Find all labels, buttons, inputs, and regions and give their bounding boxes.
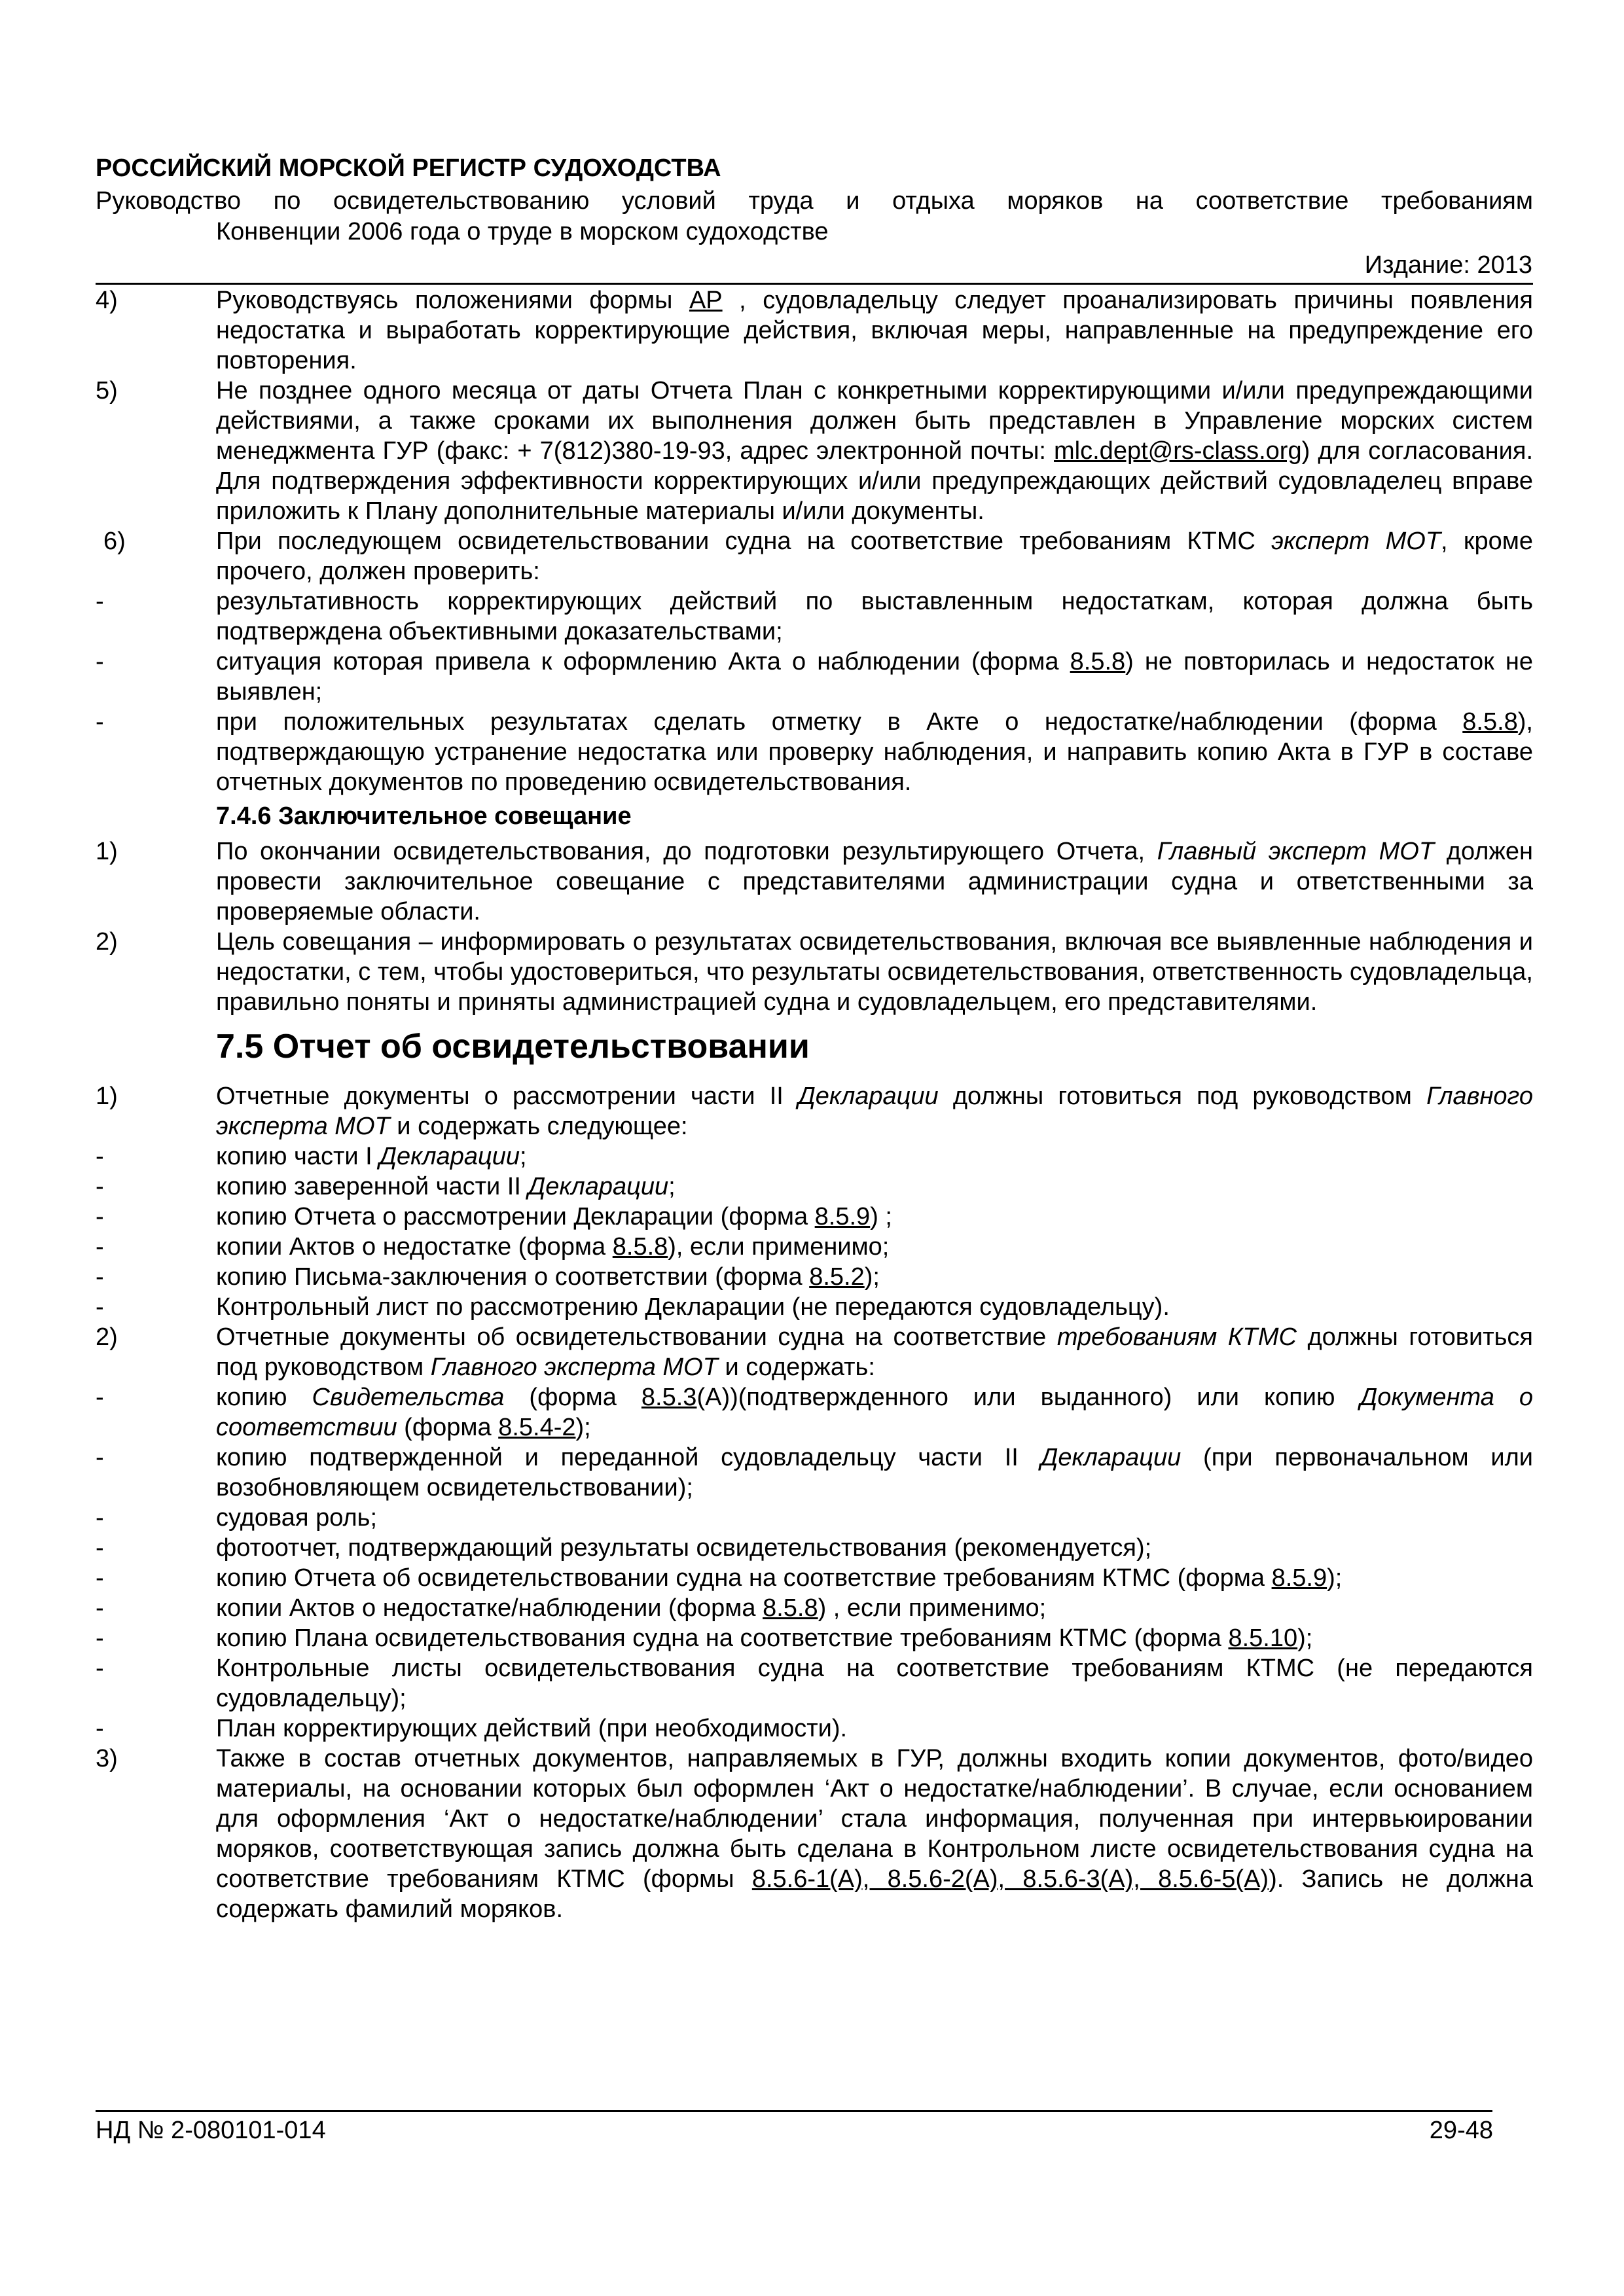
bullet-item bbox=[96, 707, 1533, 797]
item-marker: 2) bbox=[96, 928, 118, 956]
item-marker: 6) bbox=[103, 528, 126, 555]
text-run: фотоотчет, подтверждающий результаты освидетельствования (рекомендуется); bbox=[216, 1534, 1152, 1562]
text-run: (форма bbox=[504, 1384, 641, 1411]
item-text bbox=[216, 1713, 1533, 1744]
item-text bbox=[216, 1141, 1533, 1172]
item-marker: - bbox=[96, 1444, 104, 1471]
item-marker: - bbox=[96, 1203, 104, 1230]
document-body bbox=[96, 285, 1533, 1924]
bullet-item bbox=[96, 1382, 1533, 1443]
text-run: Отчетные документы об освидетельствовании судна на соответствие bbox=[216, 1323, 1057, 1351]
text-run: При последующем освидетельствовании судна на соответствие требованиям КТМС bbox=[216, 528, 1272, 555]
doc-number: НД № 2-080101-014 bbox=[96, 2117, 326, 2144]
text-run: копии Актов о недостатке/наблюдении (форма bbox=[216, 1594, 763, 1622]
item-marker: 3) bbox=[96, 1745, 118, 1772]
item-text bbox=[216, 1533, 1533, 1563]
text-run: Контрольный лист по рассмотрению Декларации (не передаются судовладельцу). bbox=[216, 1293, 1170, 1321]
emphasis-text: Главный эксперт МОТ bbox=[1157, 838, 1435, 865]
text-run: ), если применимо; bbox=[668, 1233, 890, 1261]
bullet-item bbox=[96, 1623, 1533, 1653]
form-link[interactable]: 8.5.4-2 bbox=[498, 1414, 576, 1441]
item-text bbox=[216, 526, 1533, 586]
numbered-item bbox=[96, 376, 1533, 526]
item-text bbox=[216, 707, 1533, 797]
bullet-item bbox=[96, 1141, 1533, 1172]
item-marker: 2) bbox=[96, 1323, 118, 1351]
text-run: , судовладельцу следует проанализировать причины появления недостатка и выработать корректирующие действия, включая меры, направленные на предупреждение его повторения. bbox=[216, 287, 1533, 374]
text-run: копию Письма-заключения о соответствии (форма bbox=[216, 1263, 810, 1291]
text-run: ); bbox=[1297, 1624, 1313, 1652]
text-run: должны готовиться под руководством bbox=[938, 1083, 1427, 1110]
text-run: и содержать следующее: bbox=[389, 1113, 688, 1140]
item-text bbox=[216, 1081, 1533, 1141]
emphasis-text: эксперт МОТ bbox=[1271, 528, 1441, 555]
text-run: , кроме прочего, должен проверить: bbox=[216, 528, 1533, 585]
text-run: (А))(подтвержденного или выданного) или копию bbox=[696, 1384, 1360, 1411]
item-text bbox=[216, 376, 1533, 526]
numbered-item bbox=[96, 1744, 1533, 1924]
item-marker: - bbox=[96, 1143, 104, 1170]
text-run: ), подтверждающую устранение недостатка или проверку наблюдения, и направить копию Акта в ГУР в составе отчетных документов по проведению освидетельствования. bbox=[216, 708, 1533, 796]
text-run: ) для согласования. Для подтверждения эффективности корректирующих и/или предупреждающих действий судовладелец вправе приложить к Плану дополнительные материалы и/или документы. bbox=[216, 437, 1533, 525]
text-run: Цель совещания – информировать о результатах освидетельствования, включая все выявленные наблюдения и недостатки, с тем, чтобы удостовериться, что результаты освидетельствования, ответственность судовладельца, правильно поняты и приняты администрацией судна и судовладельцем, его представителями. bbox=[216, 928, 1533, 1016]
item-text bbox=[216, 1382, 1533, 1443]
text-run: ); bbox=[1327, 1564, 1343, 1592]
item-marker: - bbox=[96, 1624, 104, 1652]
text-run: ситуация которая привела к оформлению Акта о наблюдении (форма bbox=[216, 648, 1070, 675]
item-marker: 1) bbox=[96, 1083, 118, 1110]
bullet-item bbox=[96, 1563, 1533, 1593]
text-run: По окончании освидетельствования, до подготовки результирующего Отчета, bbox=[216, 838, 1157, 865]
bullet-item bbox=[96, 1503, 1533, 1533]
item-marker: 5) bbox=[96, 377, 118, 404]
item-marker: - bbox=[96, 1173, 104, 1200]
text-run: копии Актов о недостатке (форма bbox=[216, 1233, 613, 1261]
edition-label: Издание: 2013 bbox=[1364, 251, 1532, 279]
form-link[interactable]: 8.5.8 bbox=[1462, 708, 1518, 736]
emphasis-text: Документа о соответствии bbox=[216, 1384, 1534, 1441]
text-run: и содержать: bbox=[717, 1354, 875, 1381]
bullet-item bbox=[96, 1443, 1533, 1503]
subsection-heading: 7.4.6 Заключительное совещание bbox=[216, 802, 632, 830]
form-link[interactable]: 8.5.2 bbox=[809, 1263, 865, 1291]
item-text bbox=[216, 1563, 1533, 1593]
item-text bbox=[216, 836, 1533, 927]
form-link[interactable]: 8.5.8 bbox=[612, 1233, 668, 1261]
text-run: (при первоначальном или возобновляющем освидетельствовании); bbox=[216, 1444, 1533, 1501]
text-run: Руководствуясь положениями формы bbox=[216, 287, 689, 314]
text-run: копию Отчета о рассмотрении Декларации (форма bbox=[216, 1203, 815, 1230]
form-link[interactable]: mlc.dept@rs-class.org bbox=[1054, 437, 1302, 465]
emphasis-text: Главного эксперта МОТ bbox=[216, 1083, 1533, 1140]
item-text bbox=[216, 1653, 1533, 1713]
item-text bbox=[216, 647, 1533, 707]
item-marker: - bbox=[96, 1233, 104, 1261]
item-marker: - bbox=[96, 1293, 104, 1321]
text-run: ; bbox=[668, 1173, 676, 1200]
text-run: копию Отчета об освидетельствовании судна на соответствие требованиям КТМС (форма bbox=[216, 1564, 1272, 1592]
form-link[interactable]: 8.5.6-1(А), 8.5.6-2(А), 8.5.6-3(А), 8.5.6-5(А) bbox=[751, 1865, 1269, 1893]
bullet-item bbox=[96, 1713, 1533, 1744]
text-run: Также в состав отчетных документов, направляемых в ГУР, должны входить копии документов, фото/видео материалы, на основании которых был оформлен ‘Акт о недостатке/наблюдении’. В случае, если основанием для оформления ‘Акт о недостатке/наблюдении’ стала информация, полученная при интервьюировании моряков, соответствующая запись должна быть сделана в Контрольном листе освидетельствования судна на соответствие требованиям КТМС (формы bbox=[216, 1745, 1533, 1893]
text-run: должен провести заключительное совещание с представителями администрации судна и ответственными за проверяемые области. bbox=[216, 838, 1533, 925]
form-link[interactable]: 8.5.9 bbox=[1271, 1564, 1327, 1592]
emphasis-text: Свидетельства bbox=[312, 1384, 505, 1411]
item-marker: - bbox=[96, 1655, 104, 1682]
text-run: ; bbox=[519, 1143, 527, 1170]
numbered-item bbox=[96, 1322, 1533, 1382]
item-text bbox=[216, 1593, 1533, 1623]
item-text bbox=[216, 1443, 1533, 1503]
item-text bbox=[216, 1623, 1533, 1653]
text-run: Не позднее одного месяца от даты Отчета План с конкретными корректирующими и/или предупреждающими действиями, а также сроками их выполнения должен быть представлен в Управление морских систем менеджмента ГУР (факс: + 7(812)380-19-93, адрес электронной почты: bbox=[216, 377, 1533, 465]
item-marker: - bbox=[96, 588, 104, 615]
text-run: ); bbox=[575, 1414, 591, 1441]
form-link[interactable]: 8.5.9 bbox=[814, 1203, 871, 1230]
bullet-item bbox=[96, 1202, 1533, 1232]
bullet-item bbox=[96, 586, 1533, 647]
section-heading: 7.5 Отчет об освидетельствовании bbox=[216, 1028, 810, 1066]
text-run: судовая роль; bbox=[216, 1504, 378, 1532]
bullet-item bbox=[96, 1262, 1533, 1292]
emphasis-text: Главного эксперта МОТ bbox=[430, 1354, 718, 1381]
form-link[interactable]: АР bbox=[689, 287, 723, 314]
text-run: ) ; bbox=[870, 1203, 892, 1230]
bullet-item bbox=[96, 1653, 1533, 1713]
form-link[interactable]: 8.5.8 bbox=[1070, 648, 1126, 675]
text-run: результативность корректирующих действий по выставленным недостаткам, которая должна быть подтверждена объективными доказательствами; bbox=[216, 588, 1533, 645]
text-run: копию части I bbox=[216, 1143, 380, 1170]
numbered-item bbox=[96, 1081, 1533, 1141]
item-text bbox=[216, 1503, 1533, 1533]
text-run: копию bbox=[216, 1384, 312, 1411]
emphasis-text: Декларации bbox=[1040, 1444, 1182, 1471]
text-run: копию заверенной части II bbox=[216, 1173, 528, 1200]
item-text bbox=[216, 1322, 1533, 1382]
item-marker: - bbox=[96, 1594, 104, 1622]
item-marker: 1) bbox=[96, 838, 118, 865]
bullet-item bbox=[96, 1172, 1533, 1202]
item-marker: - bbox=[96, 1564, 104, 1592]
bullet-item bbox=[96, 647, 1533, 707]
text-run: при положительных результатах сделать отметку в Акте о недостатке/наблюдении (форма bbox=[216, 708, 1463, 736]
header-divider bbox=[96, 283, 1533, 285]
page-number: 29-48 bbox=[1429, 2117, 1493, 2144]
text-run: Отчетные документы о рассмотрении части II bbox=[216, 1083, 798, 1110]
numbered-item bbox=[96, 927, 1533, 1017]
text-run: ) не повторилась и недостаток не выявлен; bbox=[216, 648, 1533, 706]
form-link[interactable]: 8.5.8 bbox=[763, 1594, 818, 1622]
form-link[interactable]: 8.5.3 bbox=[641, 1384, 697, 1411]
emphasis-text: Декларации bbox=[379, 1143, 520, 1170]
emphasis-text: Декларации bbox=[528, 1173, 669, 1200]
text-run: копию Плана освидетельствования судна на соответствие требованиям КТМС (форма bbox=[216, 1624, 1229, 1652]
item-marker: - bbox=[96, 1715, 104, 1742]
item-text bbox=[216, 1202, 1533, 1232]
bullet-item bbox=[96, 1533, 1533, 1563]
text-run: копию подтвержденной и переданной судовладельцу части II bbox=[216, 1444, 1041, 1471]
item-text bbox=[216, 1262, 1533, 1292]
item-text bbox=[216, 1292, 1533, 1322]
item-marker: 4) bbox=[96, 287, 118, 314]
text-run: ). Запись не должна содержать фамилий моряков. bbox=[216, 1865, 1534, 1923]
bullet-item bbox=[96, 1232, 1533, 1262]
footer-divider bbox=[96, 2110, 1492, 2112]
numbered-item bbox=[96, 526, 1533, 586]
numbered-item bbox=[96, 285, 1533, 376]
register-title: РОССИЙСКИЙ МОРСКОЙ РЕГИСТР СУДОХОДСТВА bbox=[96, 154, 721, 182]
item-marker: - bbox=[96, 1534, 104, 1562]
bullet-item bbox=[96, 1593, 1533, 1623]
emphasis-text: требованиям КТМС bbox=[1056, 1323, 1297, 1351]
bullet-item bbox=[96, 1292, 1533, 1322]
item-text bbox=[216, 927, 1533, 1017]
text-run: ); bbox=[864, 1263, 880, 1291]
item-text bbox=[216, 1172, 1533, 1202]
text-run: должны готовиться под руководством bbox=[216, 1323, 1533, 1381]
guide-title-line2: Конвенции 2006 года о труде в морском судоходстве bbox=[216, 218, 829, 245]
guide-title-line1: Руководство по освидетельствованию условий труда и отдыха моряков на соответствие требованиям bbox=[96, 187, 1533, 215]
form-link[interactable]: 8.5.10 bbox=[1228, 1624, 1298, 1652]
item-text bbox=[216, 285, 1533, 376]
item-marker: - bbox=[96, 1263, 104, 1291]
text-run: План корректирующих действий (при необходимости). bbox=[216, 1715, 848, 1742]
item-marker: - bbox=[96, 708, 104, 736]
item-text bbox=[216, 586, 1533, 647]
item-text bbox=[216, 1744, 1533, 1924]
item-marker: - bbox=[96, 1504, 104, 1532]
numbered-item bbox=[96, 836, 1533, 927]
text-run: Контрольные листы освидетельствования судна на соответствие требованиям КТМС (не передаются судовладельцу); bbox=[216, 1655, 1533, 1712]
item-text bbox=[216, 1232, 1533, 1262]
emphasis-text: Декларации bbox=[797, 1083, 939, 1110]
text-run: (форма bbox=[397, 1414, 499, 1441]
item-marker: - bbox=[96, 1384, 104, 1411]
text-run: ) , если применимо; bbox=[818, 1594, 1047, 1622]
item-marker: - bbox=[96, 648, 104, 675]
